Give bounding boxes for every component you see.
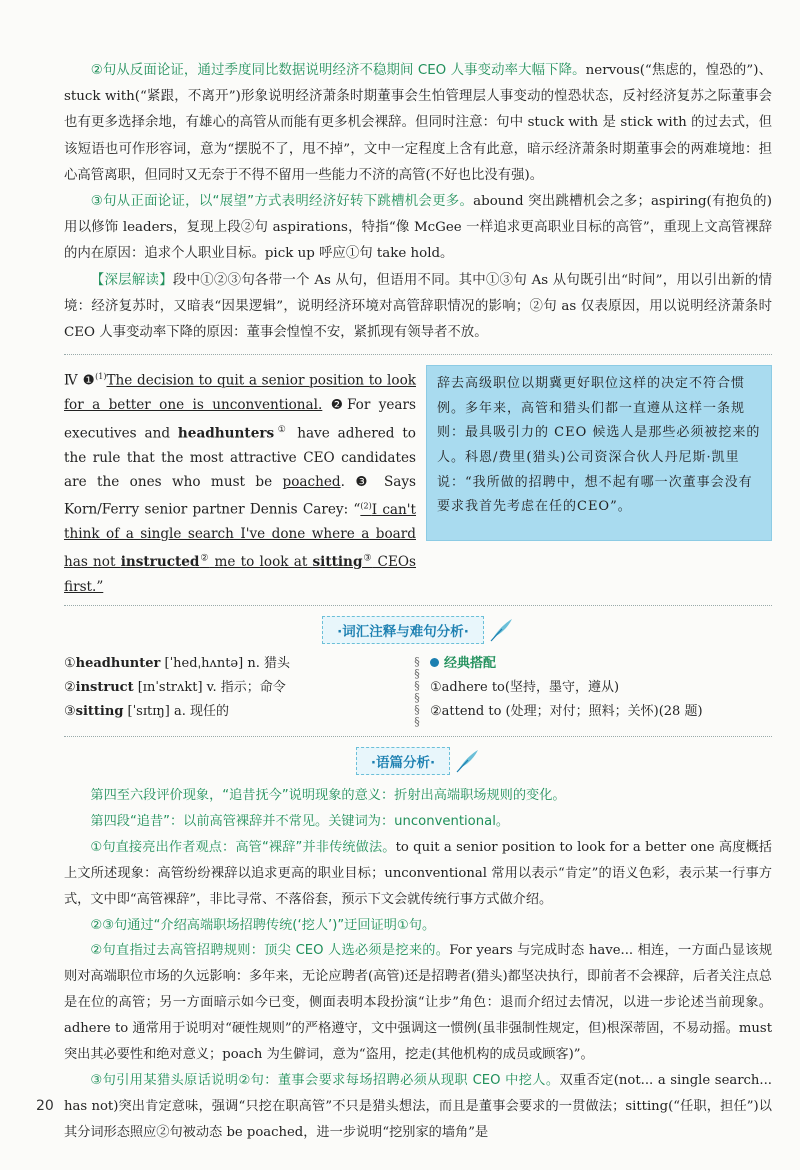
point-2-heading: ②句从反面论证，通过季度同比数据说明经济不稳期间 CEO 人事变动率大幅下降。 bbox=[90, 63, 586, 78]
translation-box bbox=[426, 365, 772, 541]
footnote-2: ② bbox=[199, 553, 210, 564]
analysis-s3 bbox=[64, 1068, 772, 1146]
vocab-banner bbox=[64, 616, 772, 644]
phrase-list bbox=[430, 652, 772, 728]
divider bbox=[64, 736, 772, 737]
vocab-word: headhunter bbox=[75, 656, 161, 672]
spiral-divider: § § § § § § bbox=[414, 655, 420, 729]
sentence-2-marker: ❷ bbox=[330, 397, 347, 414]
bullet-icon bbox=[430, 658, 439, 667]
point-2-body: nervous(“焦虑的，惶恐的”)、stuck with(“紧跟，不离开”)形象说明经济萧条时期董事会生怕管理层人事变动的惶恐状态，反衬经济复苏之际董事会也有更多选择余地，有雄心的高管从而能有更多机会裸辞。但同时注意：句中 stuck with 是 stick with 的过去式，但该短语也可作形容词，意为“摆脱不了，甩不掉”，文中一定程度上含有此意，暗示经济萧条时期董事会的两难境地：担心高管离职，但同时又无奈于不得不留用一些能力不济的高管(不好也比没有强)。 bbox=[64, 63, 772, 183]
deep-reading-body: 段中①②③句各带一个 As 从句，但语用不同。其中①③句 As 从句既引出“时间”，用以引出新的情境：经济复苏时，又暗表“因果逻辑”，说明经济环境对高管辞职情况的影响；②句 as 仅表原因，用以说明经济萧条时 CEO 人事变动率下降的原因：董事会惶惶不安，紧抓现有领导者不放。 bbox=[64, 272, 772, 341]
analysis-summary: 第四至六段评价现象，“追昔抚今”说明现象的意义：折射出高端职场规则的变化。 bbox=[90, 788, 566, 804]
vocab-item bbox=[64, 652, 404, 676]
vocab-word: sitting bbox=[75, 704, 124, 720]
analysis-banner bbox=[64, 747, 772, 775]
sentence-1-marker: ❶ bbox=[82, 372, 96, 389]
sentence-3-c: me to look at bbox=[209, 554, 313, 571]
vocab-def: [ˈsɪtɪŋ] a. 现任的 bbox=[123, 704, 229, 720]
phrase-item: ②attend to (处理；对付；照料；关怀)(28 题) bbox=[430, 704, 703, 720]
analysis-s2-body: For years 与完成时态 have... 相连，一方面凸显该规则对高端职位市场的久远影响：多年来，无论应聘者(高管)还是招聘者(猎头)都坚决执行，即前者不会裸辞，后者关注点总是在位的高管；另一方面暗示如今已变，侧面表明本段扮演“让步”角色：退而介绍过去情况，以进一步论述当前现象。adhere to 通常用于说明对“硬性规则”的严格遵守，文中强调这一惯例(虽非强制性规定，但)根深蒂固，不易动摇。must 突出其必要性和绝对意义；poach 为生僻词，意为“盗用，挖走(其他机构的成员或顾客)”。 bbox=[64, 943, 773, 1063]
sentence-3-sup: (2) bbox=[360, 501, 372, 511]
vocab-num: ③ bbox=[64, 704, 76, 720]
analysis-s3-heading: ③句引用某猎头原话说明②句：董事会要求每场招聘必须从现职 CEO 中挖人。 bbox=[90, 1072, 560, 1088]
deep-reading-tag: 【深层解读】 bbox=[90, 272, 173, 288]
page-content bbox=[64, 58, 772, 1146]
vocab-num: ① bbox=[64, 656, 76, 672]
divider bbox=[64, 354, 772, 355]
english-passage bbox=[64, 365, 416, 599]
vocab-def: [ɪnˈstrʌkt] v. 指示；命令 bbox=[133, 680, 286, 696]
phrase-item: ①adhere to(坚持，墨守，遵从) bbox=[430, 680, 620, 696]
vocab-num: ② bbox=[64, 680, 76, 696]
page-number: 20 bbox=[36, 1098, 54, 1114]
analysis-s1-heading: ①句直接亮出作者观点：高管“裸辞”并非传统做法。 bbox=[90, 839, 396, 855]
phrase-heading bbox=[430, 652, 772, 676]
point-3-heading: ③句从正面论证，以“展望”方式表明经济好转下跳槽机会更多。 bbox=[90, 194, 474, 210]
analysis-s2 bbox=[64, 938, 772, 1068]
paragraph-3 bbox=[64, 268, 772, 347]
analysis-s2-heading: ②句直指过去高管招聘规则：顶尖 CEO 人选必须是挖来的。 bbox=[90, 943, 450, 959]
analysis-banner-label: ·语篇分析· bbox=[356, 747, 450, 775]
vocab-banner-label: ·词汇注释与难句分析· bbox=[322, 616, 484, 644]
footnote-1: ① bbox=[274, 424, 290, 435]
quill-icon bbox=[488, 617, 514, 643]
sentence-2-end: . bbox=[340, 473, 345, 490]
sentence-3-marker: ❸ bbox=[355, 473, 374, 490]
headhunters-word: headhunters bbox=[177, 425, 275, 442]
sentence-3-b: I can't think of a single search I've done where a board has not bbox=[64, 501, 416, 571]
sentence-3-a: Says Korn/Ferry senior partner Dennis Carey: “ bbox=[64, 473, 417, 518]
point-3-body: abound 突出跳槽机会之多；aspiring(有抱负的)用以修饰 leaders，复现上段②句 aspirations，特指“像 McGee 一样追求更高职业目标的高管”，重现上文高管裸辞的内在原因：追求个人职业目标。pick up 呼应①句 take hold。 bbox=[64, 194, 772, 262]
vocab-word: instruct bbox=[75, 680, 134, 696]
footnote-3: ③ bbox=[362, 553, 373, 564]
vocab-list bbox=[64, 652, 404, 728]
analysis-s23: ②③句通过“介绍高端职场招聘传统(‘挖人’)”迂回证明①句。 bbox=[90, 917, 436, 933]
analysis-section bbox=[64, 783, 772, 1146]
sentence-3-d: CEOs first.” bbox=[64, 554, 416, 595]
paragraph-roman-numeral: Ⅳ bbox=[64, 372, 78, 389]
translation-text: 辞去高级职位以期冀更好职位这样的决定不符合惯例。多年来，高管和猎头们都一直遵从这样一条规则：最具吸引力的 CEO 候选人是那些必须被挖来的人。科恩/费里(猎头)公司资深合伙人丹尼斯·凯里说：“我所做的招聘中，想不起有哪一次董事会没有要求我首先考虑在任的CEO”。 bbox=[437, 376, 761, 515]
sentence-2-b: have adhered to the rule that the most attractive CEO candidates are the ones who must be bbox=[64, 425, 416, 490]
divider bbox=[64, 605, 772, 606]
phrase-title: 经典搭配 bbox=[444, 656, 497, 672]
vocab-def: [ˈhedˌhʌntə] n. 猎头 bbox=[160, 656, 290, 672]
instructed-word: instructed bbox=[120, 554, 200, 571]
vocab-item bbox=[64, 676, 404, 700]
sentence-1: The decision to quit a senior position to look for a better one is unconventional. bbox=[64, 372, 416, 414]
analysis-s3-body: 双重否定(not... a single search... has not)突出肯定意味，强调“只挖在职高管”不只是猎头想法，而且是董事会要求的一贯做法；sitting(“任职，担任”)以其分词形态照应②句被动态 be poached，进一步说明“挖别家的墙角”是 bbox=[64, 1072, 772, 1140]
analysis-s1-body: to quit a senior position to look for a better one 高度概括上文所述现象：高管纷纷裸辞以追求更高的职业目标；unconventional 常用以表示“肯定”的语义色彩，表示某一行事方式，文中即“高管裸辞”，非比寻常、不落俗套，预示下文会就传统行事方式做介绍。 bbox=[64, 839, 772, 907]
quill-icon bbox=[454, 748, 480, 774]
vocab-item bbox=[64, 700, 404, 724]
vocab-section bbox=[64, 652, 772, 728]
poached-word: poached bbox=[282, 473, 341, 490]
paragraph-2 bbox=[64, 189, 772, 268]
sitting-word: sitting bbox=[312, 554, 363, 571]
sentence-1-sup: (1) bbox=[95, 372, 107, 382]
analysis-para4: 第四段“追昔”：以前高管裸辞并不常见。关键词为：unconventional。 bbox=[90, 813, 510, 829]
analysis-s1 bbox=[64, 835, 772, 913]
sentence-2-a: For years executives and bbox=[64, 397, 417, 442]
passage-block bbox=[64, 365, 772, 599]
paragraph-1 bbox=[64, 58, 772, 189]
